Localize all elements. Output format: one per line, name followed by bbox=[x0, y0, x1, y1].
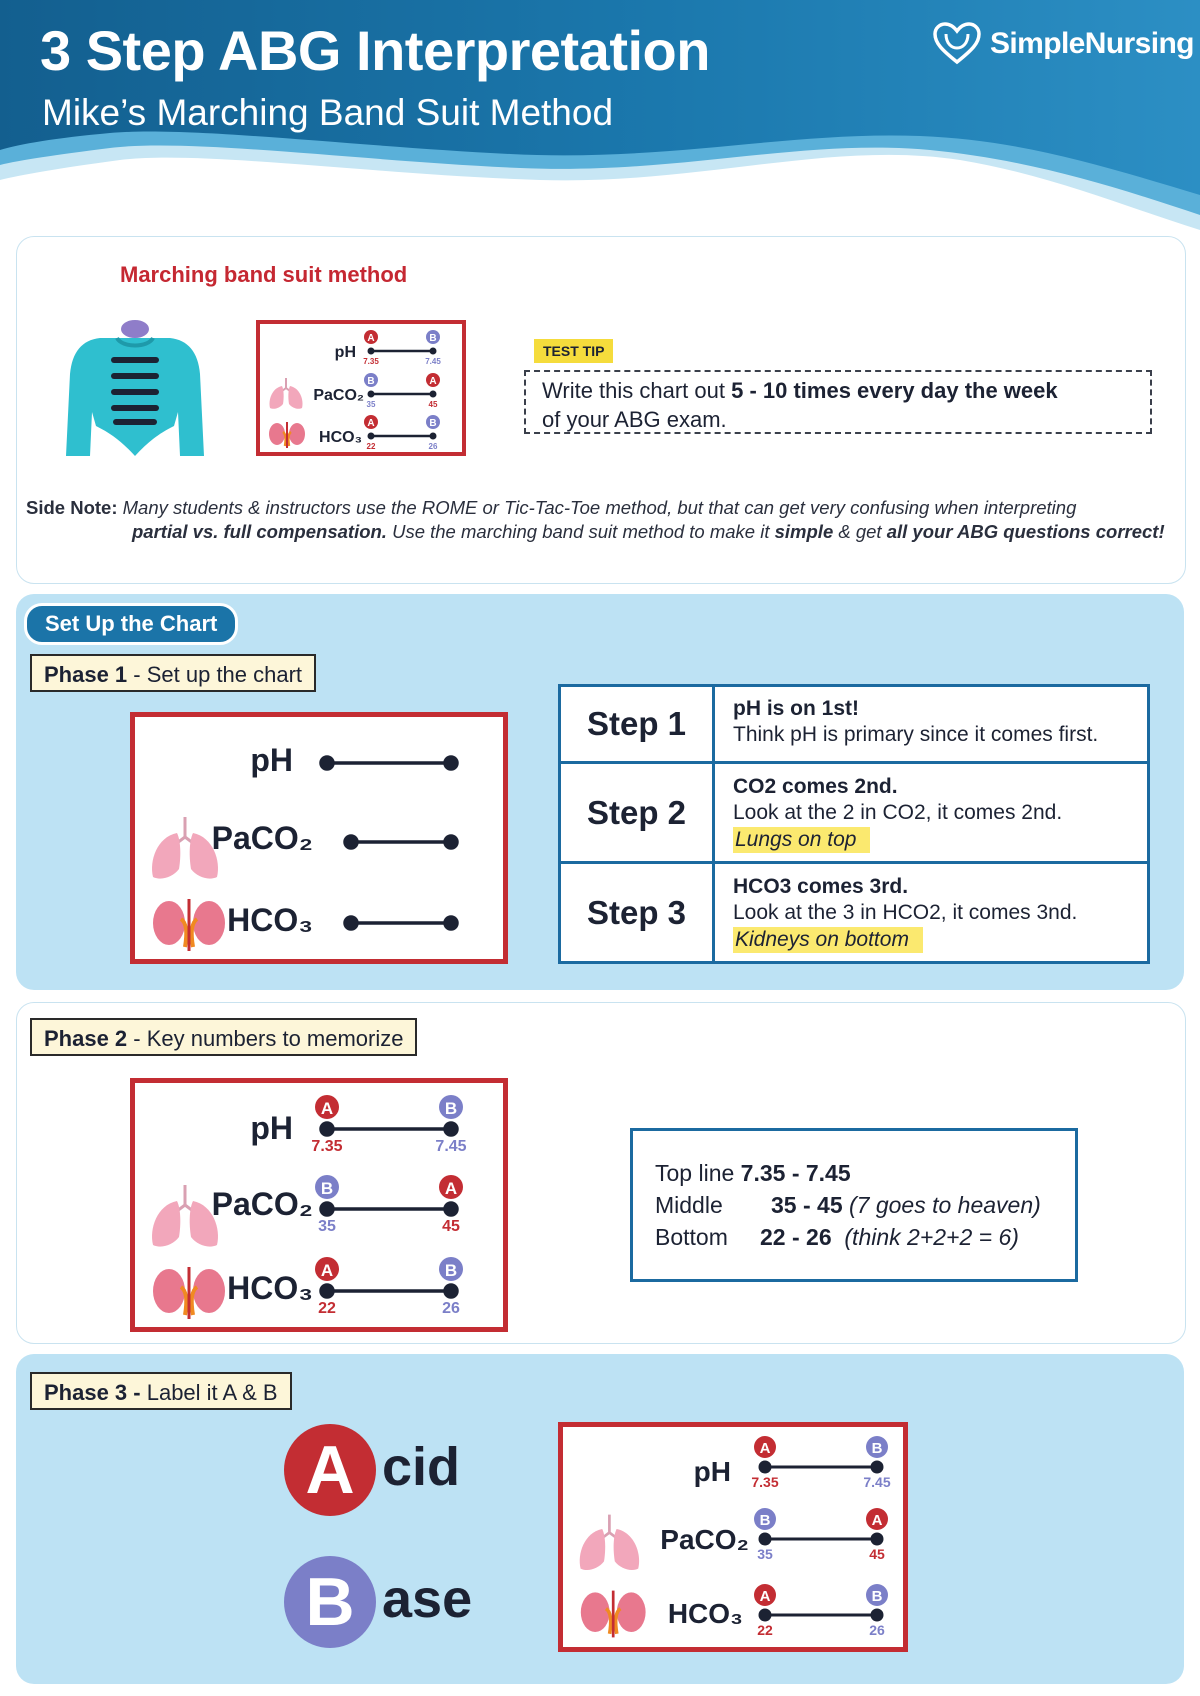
svg-text:45: 45 bbox=[428, 400, 438, 409]
svg-text:A: A bbox=[871, 1512, 883, 1529]
svg-text:7.35: 7.35 bbox=[751, 1474, 779, 1490]
svg-text:A: A bbox=[367, 333, 375, 344]
svg-text:A: A bbox=[367, 418, 375, 429]
step-row: Step 2 CO2 comes 2nd. Look at the 2 in CO2, it comes 2nd. Lungs on top bbox=[561, 764, 1147, 864]
phase1-label: Phase 1 - Set up the chart bbox=[30, 654, 316, 692]
page-subtitle: Mike’s Marching Band Suit Method bbox=[42, 92, 614, 133]
step-name: Step 1 bbox=[561, 687, 715, 761]
heart-stethoscope-icon bbox=[932, 22, 982, 66]
p1-row-hco3: HCO₃ bbox=[227, 902, 313, 938]
svg-text:35: 35 bbox=[757, 1546, 773, 1562]
kidneys-icon bbox=[269, 422, 305, 448]
phase1-chart bbox=[130, 712, 508, 964]
svg-text:26: 26 bbox=[442, 1300, 460, 1317]
svg-text:B: B bbox=[367, 376, 375, 387]
svg-text:22: 22 bbox=[757, 1622, 773, 1638]
svg-text:B: B bbox=[871, 1588, 883, 1605]
svg-text:22: 22 bbox=[318, 1300, 336, 1317]
svg-text:26: 26 bbox=[869, 1622, 885, 1638]
highlight-note: Kidneys on bottom bbox=[733, 927, 923, 953]
phase3-chart bbox=[558, 1422, 908, 1652]
phase2-chart bbox=[130, 1078, 508, 1332]
svg-text:pH: pH bbox=[250, 1110, 293, 1146]
svg-text:7.45: 7.45 bbox=[435, 1138, 467, 1155]
phase2-label: Phase 2 - Key numbers to memorize bbox=[30, 1018, 417, 1056]
base-letter-circle: B bbox=[284, 1556, 376, 1648]
key-number-row: Middle 35 - 45 (7 goes to heaven) bbox=[655, 1192, 1041, 1218]
mini-row-label-ph: pH bbox=[334, 344, 356, 361]
kidneys-icon bbox=[581, 1591, 646, 1638]
highlight-note: Lungs on top bbox=[733, 827, 870, 853]
svg-text:7.45: 7.45 bbox=[425, 357, 441, 366]
brand-name: SimpleNursing bbox=[990, 27, 1194, 60]
lungs-icon bbox=[270, 378, 303, 409]
phase3-label: Phase 3 - Label it A & B bbox=[30, 1372, 292, 1410]
test-tip-box: Write this chart out 5 - 10 times every day the week of your ABG exam. bbox=[524, 370, 1152, 434]
svg-text:PaCO₂: PaCO₂ bbox=[211, 1186, 313, 1222]
intro-section-title: Marching band suit method bbox=[120, 262, 408, 287]
svg-text:HCO₃: HCO₃ bbox=[667, 1598, 743, 1629]
lungs-icon bbox=[152, 1185, 218, 1247]
set-up-chart-pill: Set Up the Chart bbox=[24, 603, 238, 645]
svg-text:HCO₃: HCO₃ bbox=[227, 1270, 313, 1306]
acid-word: cid bbox=[382, 1437, 461, 1497]
lungs-icon bbox=[580, 1515, 639, 1570]
svg-text:A: A bbox=[759, 1588, 771, 1605]
svg-text:B: B bbox=[871, 1440, 883, 1457]
mini-abg-chart bbox=[256, 320, 466, 456]
svg-text:7.35: 7.35 bbox=[311, 1138, 343, 1155]
svg-text:PaCO₂: PaCO₂ bbox=[660, 1524, 749, 1555]
svg-text:B: B bbox=[444, 1099, 458, 1118]
mini-row-label-paco2: PaCO₂ bbox=[313, 387, 364, 404]
step-row: Step 3 HCO3 comes 3rd. Look at the 3 in HCO2, it comes 3nd. Kidneys on bottom bbox=[561, 864, 1147, 961]
mini-abg-chart-graphic bbox=[260, 324, 462, 452]
svg-text:B: B bbox=[320, 1179, 334, 1198]
lungs-icon bbox=[152, 817, 218, 879]
side-note: Side Note: Many students & instructors use the ROME or Tic-Tac-Toe method, but that can get very confusing when interpreting partial vs. full compensation. Use the marching band suit method to make it simple & get all your ABG questions correct! bbox=[26, 497, 1165, 542]
svg-text:A: A bbox=[444, 1179, 458, 1198]
key-numbers-box bbox=[630, 1128, 1078, 1282]
svg-text:A: A bbox=[429, 376, 437, 387]
svg-text:35: 35 bbox=[366, 400, 376, 409]
acid-letter-circle: A bbox=[284, 1424, 376, 1516]
svg-text:26: 26 bbox=[428, 442, 438, 451]
p1-row-ph: pH bbox=[250, 742, 293, 778]
p1-row-paco2: PaCO₂ bbox=[211, 820, 313, 856]
step-name: Step 3 bbox=[561, 864, 715, 961]
step-row: Step 1 pH is on 1st! Think pH is primary since it comes first. bbox=[561, 687, 1147, 764]
svg-text:A: A bbox=[320, 1099, 334, 1118]
svg-text:B: B bbox=[429, 418, 437, 429]
svg-text:45: 45 bbox=[869, 1546, 885, 1562]
marching-band-jacket-icon bbox=[62, 316, 208, 462]
svg-text:B: B bbox=[759, 1512, 771, 1529]
key-number-row: Top line 7.35 - 7.45 bbox=[655, 1160, 851, 1186]
svg-text:A: A bbox=[320, 1261, 334, 1280]
step-name: Step 2 bbox=[561, 764, 715, 861]
phase3-chart-graphic bbox=[563, 1427, 903, 1647]
svg-text:7.35: 7.35 bbox=[363, 357, 379, 366]
key-number-row: Bottom 22 - 26 (think 2+2+2 = 6) bbox=[655, 1224, 1019, 1250]
svg-text:pH: pH bbox=[693, 1456, 731, 1487]
svg-text:22: 22 bbox=[366, 442, 376, 451]
svg-text:B: B bbox=[429, 333, 437, 344]
svg-text:B: B bbox=[444, 1261, 458, 1280]
svg-text:7.45: 7.45 bbox=[863, 1474, 891, 1490]
phase1-chart-graphic bbox=[135, 717, 503, 959]
kidneys-icon bbox=[153, 1267, 225, 1319]
base-word: ase bbox=[382, 1569, 473, 1629]
brand-logo bbox=[932, 22, 1194, 66]
phase2-chart-graphic bbox=[135, 1083, 503, 1327]
svg-text:A: A bbox=[759, 1440, 771, 1457]
svg-text:45: 45 bbox=[442, 1218, 460, 1235]
kidneys-icon bbox=[153, 899, 225, 951]
steps-table bbox=[558, 684, 1150, 964]
svg-text:35: 35 bbox=[318, 1218, 336, 1235]
mini-row-label-hco3: HCO₃ bbox=[319, 429, 362, 446]
page-title: 3 Step ABG Interpretation bbox=[40, 19, 710, 82]
test-tip-badge: TEST TIP bbox=[534, 339, 613, 363]
